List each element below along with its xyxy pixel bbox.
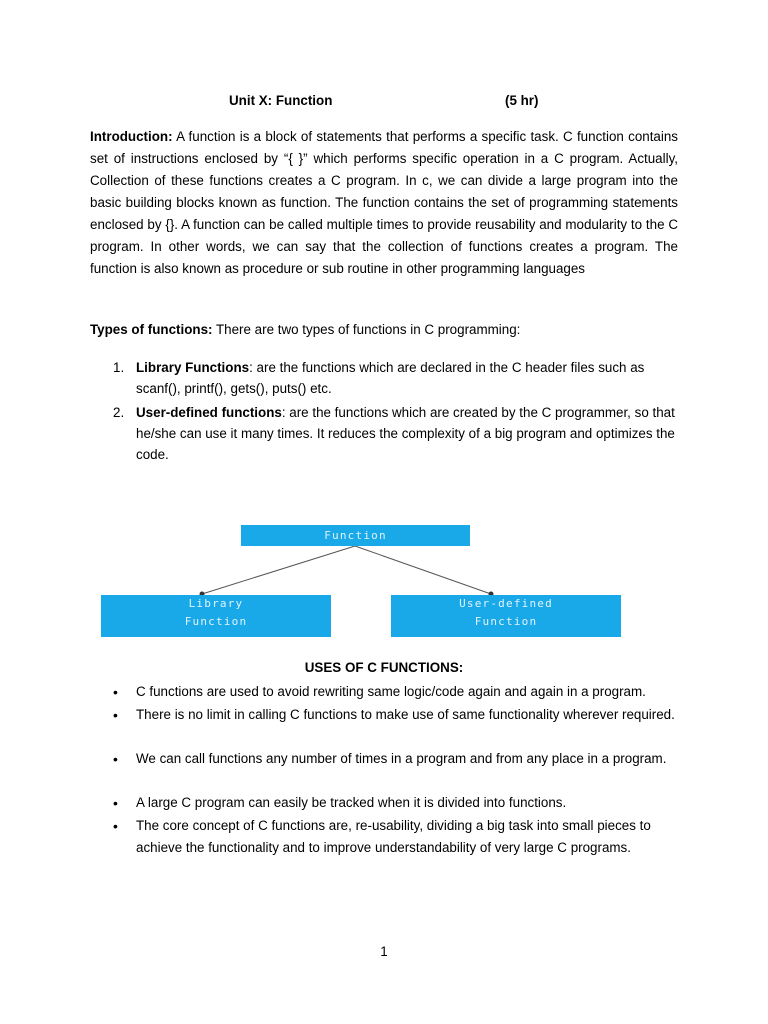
uses-item-text: C functions are used to avoid rewriting same logic/code again and again in a program. [136,684,646,699]
user-defined-box-line2: Function [474,615,538,628]
list-item-text: : are the functions which are created by the C programmer, so that he/she can use it many times. It reduces the complexity of a big program and optimizes the code. [136,405,675,462]
list-item-text: : are the functions which are declared in the C header files such as scanf(), printf(), gets(), puts() etc. [136,360,645,396]
uses-heading: USES OF C FUNCTIONS: [304,660,464,675]
uses-item-text: There is no limit in calling C functions to make use of same functionality wherever required. [136,707,675,722]
library-box-line2: Function [184,615,248,628]
bullet-icon: • [113,795,118,811]
list-number: 2. [113,405,125,420]
types-label: Types of functions: [90,322,213,337]
types-text: There are two types of functions in C programming: [212,322,521,337]
list-number: 1. [113,360,125,375]
diagram-user-defined-box [391,595,621,637]
diagram-library-box [101,595,331,637]
unit-hours: (5 hr) [505,93,539,108]
connector-left [202,546,355,594]
bullet-icon: • [113,818,118,834]
introduction-text: A function is a block of statements that performs a specific task. C function contains set of instructions enclosed by “{ }” which performs specific operation in a C program. Actually, Collection of these functions creates a C program. In c, we can divide a large program into the basic building blocks known as function. The function contains the set of programming statements enclosed by {}. A function can be called multiple times to provide reusability and modularity to the C program. In other words, we can say that the collection of functions creates a program. The function is also known as procedure or sub routine in other programming languages [90,129,678,276]
page-number: 1 [380,944,388,959]
list-item-label: Library Functions [136,360,250,375]
uses-item-text: We can call functions any number of times in a program and from any place in a program. [136,751,667,766]
connector-right [355,546,491,594]
introduction-paragraph [90,126,678,280]
uses-item-text: The core concept of C functions are, re-usability, dividing a big task into small pieces to achieve the functionality and to improve understandability of very large C programs. [136,818,651,855]
diagram-root-box: Function [241,525,470,546]
bullet-icon: • [113,684,118,700]
list-item-label: User-defined functions [136,405,282,420]
introduction-label: Introduction: [90,129,173,144]
types-paragraph [90,319,678,341]
user-defined-box-line1: User-defined [459,597,553,610]
function-types-diagram [96,520,632,642]
page-title: Unit X: Function [229,93,333,108]
bullet-icon: • [113,751,118,767]
library-box-line1: Library [188,597,244,610]
uses-item-text: A large C program can easily be tracked when it is divided into functions. [136,795,567,810]
bullet-icon: • [113,707,118,723]
